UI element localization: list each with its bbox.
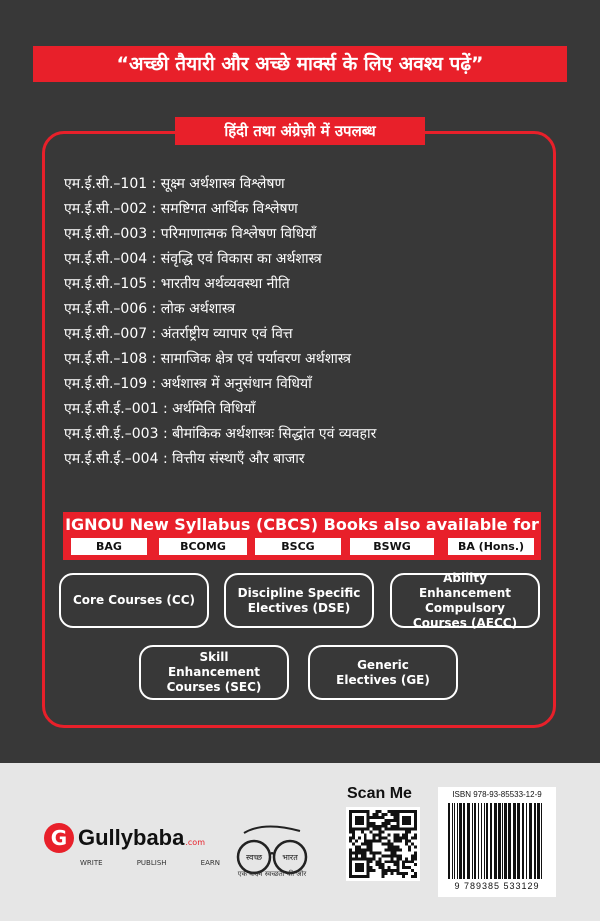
gullybaba-g-icon: G — [44, 823, 74, 853]
category-ge: Generic Electives (GE) — [308, 645, 458, 700]
category-sec: Skill Enhancement Courses (SEC) — [139, 645, 289, 700]
scan-me-label: Scan Me — [347, 785, 412, 802]
course-title: : सामाजिक क्षेत्र एवं पर्यावरण अर्थशास्त्र — [151, 351, 352, 367]
course-title: : लोक अर्थशास्त्र — [151, 301, 236, 317]
course-title: : वित्तीय संस्थाएँ और बाजार — [162, 451, 305, 467]
course-code: एम.ई.सी.–109 — [64, 376, 148, 392]
course-code: एम.ई.सी.–003 — [64, 226, 148, 242]
course-title: : सूक्ष्म अर्थशास्त्र विश्लेषण — [151, 176, 285, 192]
gullybaba-logo — [44, 823, 205, 853]
course-item — [64, 222, 544, 247]
course-code: एम.ई.सी.–006 — [64, 301, 148, 317]
cbcs-title: IGNOU New Syllabus (CBCS) Books also available for — [65, 515, 539, 534]
cbcs-availability-box — [63, 512, 541, 560]
course-item — [64, 172, 544, 197]
course-title: : समष्टिगत आर्थिक विश्लेषण — [151, 201, 298, 217]
publisher-name: Gullybaba — [78, 825, 185, 850]
program-badge-bcomg: BCOMG — [159, 538, 247, 555]
course-item — [64, 372, 544, 397]
course-code: एम.ई.सी.ई.–003 — [64, 426, 159, 442]
swachh-word: स्वच्छ — [245, 853, 263, 862]
tagline-word: EARN — [200, 859, 220, 867]
isbn-barcode-box — [438, 787, 556, 897]
course-item — [64, 297, 544, 322]
isbn-text: ISBN 978-93-85533-12-9 — [452, 790, 542, 799]
course-title: : परिमाणात्मक विश्लेषण विधियाँ — [151, 226, 317, 242]
bharat-word: भारत — [282, 853, 298, 862]
program-badge-ba-hons: BA (Hons.) — [448, 538, 534, 555]
barcode-icon — [446, 803, 548, 881]
course-title: : अंतर्राष्ट्रीय व्यापार एवं वित्त — [151, 326, 293, 342]
course-code: एम.ई.सी.–002 — [64, 201, 148, 217]
course-title: : भारतीय अर्थव्यवस्था नीति — [151, 276, 290, 292]
swachh-subtitle: एक कदम स्वच्छता की ओर — [237, 870, 307, 878]
course-code: एम.ई.सी.–007 — [64, 326, 148, 342]
tagline-banner: “अच्छी तैयारी और अच्छे मार्क्स के लिए अवश्य पढ़ें” — [33, 46, 567, 82]
category-dse: Discipline Specific Electives (DSE) — [224, 573, 374, 628]
program-badge-bag: BAG — [71, 538, 147, 555]
tagline-word: WRITE — [80, 859, 103, 867]
course-item — [64, 322, 544, 347]
category-core-courses: Core Courses (CC) — [59, 573, 209, 628]
language-availability-label: हिंदी तथा अंग्रेज़ी में उपलब्ध — [175, 117, 425, 145]
course-item — [64, 447, 544, 472]
course-title: : अर्थमिति विधियाँ — [162, 401, 256, 417]
publisher-domain: .com — [185, 837, 205, 847]
course-code: एम.ई.सी.ई.–004 — [64, 451, 159, 467]
course-code: एम.ई.सी.–101 — [64, 176, 148, 192]
program-badge-bswg: BSWG — [350, 538, 434, 555]
course-title: : अर्थशास्त्र में अनुसंधान विधियाँ — [151, 376, 312, 392]
program-badge-bscg: BSCG — [255, 538, 341, 555]
course-title: : बीमांकिक अर्थशास्त्रः सिद्धांत एवं व्यवहार — [162, 426, 377, 442]
category-aecc: Ability Enhancement Compulsory Courses (AECC) — [390, 573, 540, 628]
publisher-tagline — [80, 859, 220, 867]
course-code: एम.ई.सी.–108 — [64, 351, 148, 367]
isbn-digits: 9 789385 533129 — [454, 881, 540, 891]
back-cover-footer — [0, 763, 600, 921]
course-code: एम.ई.सी.–004 — [64, 251, 148, 267]
course-code: एम.ई.सी.ई.–001 — [64, 401, 159, 417]
course-item — [64, 272, 544, 297]
course-item — [64, 347, 544, 372]
course-item — [64, 422, 544, 447]
course-item — [64, 197, 544, 222]
course-list — [64, 172, 544, 472]
tagline-word: PUBLISH — [136, 859, 167, 867]
course-code: एम.ई.सी.–105 — [64, 276, 148, 292]
qr-code-icon — [346, 807, 420, 881]
course-item — [64, 397, 544, 422]
course-title: : संवृद्धि एवं विकास का अर्थशास्त्र — [151, 251, 322, 267]
course-item — [64, 247, 544, 272]
